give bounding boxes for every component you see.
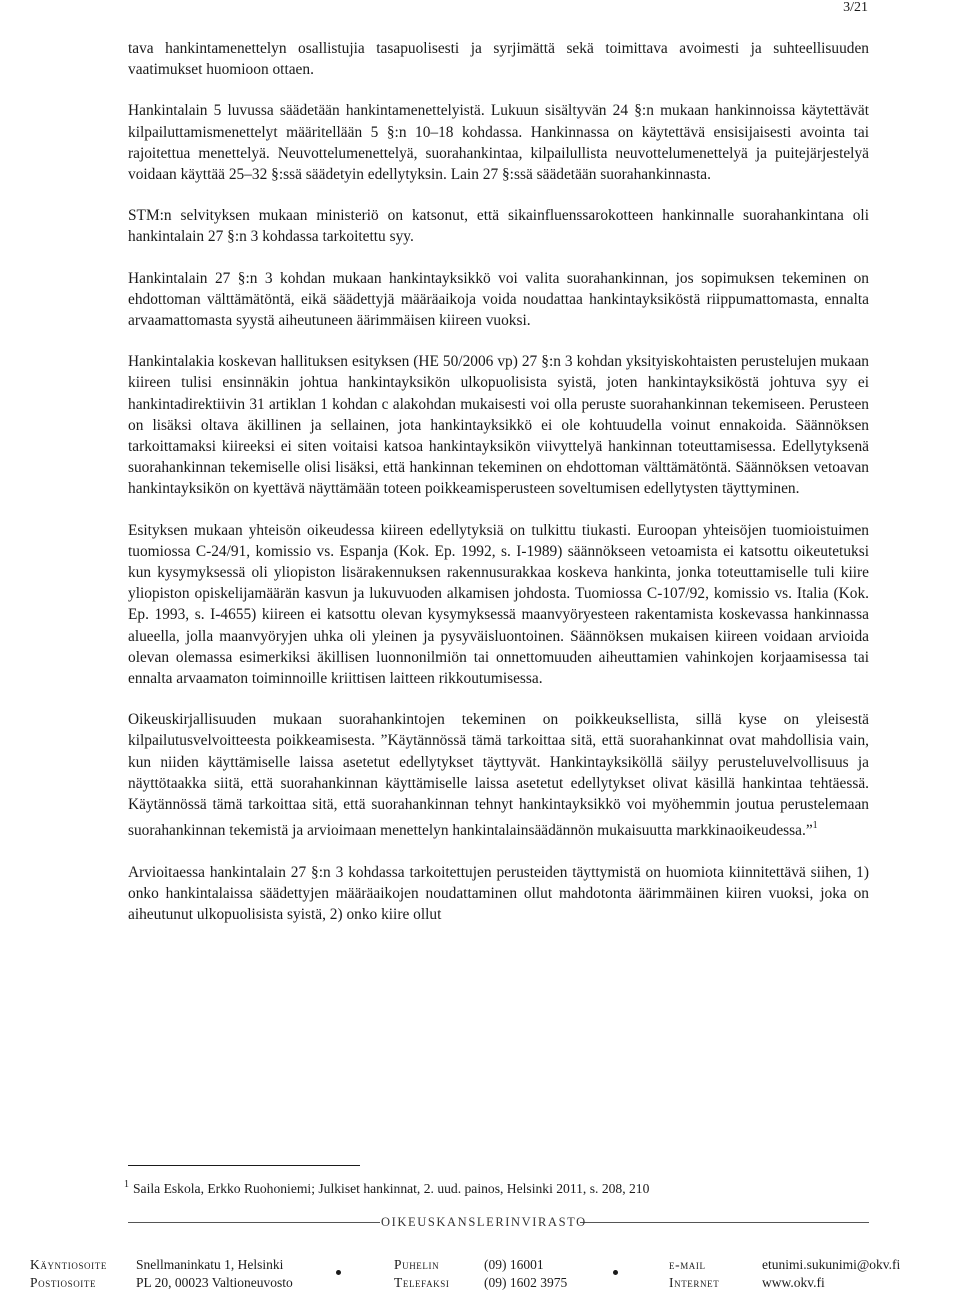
- phone-label: Puhelin: [394, 1257, 440, 1272]
- separator-dot: [613, 1270, 618, 1275]
- page-number: 3/21: [843, 0, 868, 15]
- footnote-separator: [128, 1165, 360, 1166]
- footer-rule-right: [580, 1222, 869, 1223]
- document-body: [128, 38, 869, 925]
- email-label: e-mail: [669, 1257, 706, 1272]
- footer-rule-left: [128, 1222, 380, 1223]
- paragraph-with-footnote: [128, 709, 869, 841]
- footnote-text: Saila Eskola, Erkko Ruohoniemi; Julkiset hankinnat, 2. uud. painos, Helsinki 2011, s. 208, 210: [133, 1181, 650, 1196]
- paragraph: Hankintalakia koskevan hallituksen esityksen (HE 50/2006 vp) 27 §:n 3 kohdan yksityiskohtaisten perustelujen mukaan kiireen tulisi ensinnäkin johtua hankintayksikön ulkopuolisista syistä, joten hankintayksiköstä johtuva syy ei hankintadirektiivin 31 artiklan 1 kohdan c alakohdan mukaisesti voi olla peruste suorahankinnan tekemiseen. Perusteen on lisäksi oltava äkillinen ja sellainen, jota hankintayksikkö ei ole kohtuudella voinut ennakoida. Säännöksen tarkoittamaksi kiireeksi ei siten voitaisi katsoa hankintayksikön viivyttelyä hankinnan toteuttamisessa. Edellytyksenä suorahankinnan tekemiselle olisi lisäksi, että hankinnan tekeminen on ehdottoman välttämätöntä. Säännöksen vetoavan hankintayksikön on kyettävä näyttämään toteen poikkeamisperusteen soveltumisen edellytysten täyttyminen.: [128, 353, 869, 498]
- visit-address-label: Käyntiosoite: [30, 1257, 107, 1272]
- paragraph: tava hankintamenettelyn osallistujia tasapuolisesti ja syrjimättä sekä toimittava avoimesti ja suhteellisuuden vaatimukset huomioon ottaen.: [128, 40, 869, 79]
- paragraph: STM:n selvityksen mukaan ministeriö on katsonut, että sikainfluenssarokotteen hankinnalle suorahankintana oli hankintalain 27 §:n 3 kohdassa tarkoitettu syy.: [128, 207, 869, 246]
- internet-value[interactable]: www.okv.fi: [762, 1275, 825, 1290]
- organization-name: OIKEUSKANSLERINVIRASTO: [381, 1215, 587, 1229]
- post-address-value: PL 20, 00023 Valtioneuvosto: [136, 1275, 293, 1290]
- paragraph: Arvioitaessa hankintalain 27 §:n 3 kohdassa tarkoitettujen perusteiden täyttymistä on huomiota kiinnitettävä siihen, 1) onko hankintalaissa säädettyjen määräaikojen noudattaminen ollut mahdotonta äärimmäinen kiiren vuoksi, joka on aiheutunut ulkopuolisista syistä, 2) onko kiire ollut: [128, 863, 869, 923]
- fax-value: (09) 1602 3975: [484, 1275, 568, 1290]
- footnote-number: 1: [124, 1179, 129, 1190]
- email-value[interactable]: etunimi.sukunimi@okv.fi: [762, 1257, 901, 1272]
- separator-dot: [336, 1270, 341, 1275]
- phone-value: (09) 16001: [484, 1257, 544, 1272]
- visit-address-value: Snellmaninkatu 1, Helsinki: [136, 1257, 284, 1272]
- paragraph: Esityksen mukaan yhteisön oikeudessa kiireen edellytyksiä on tulkittu tiukasti. Euroopan yhteisöjen tuomioistuimen tuomiossa C-24/91, komissio vs. Espanja (Kok. Ep. 1992, s. I-1989) säännökseen vetoamista ei katsottu oikeutetuksi kun kysymyksessä oli yliopiston lisärakennuksen rakennusurakkaa koskeva hankinta, jonka toteuttamiselle tuli kiire yliopiston opiskelijamäärän kasvun ja lukuvuoden alkamisen johdosta. Tuomiossa C-107/92, komissio vs. Italia (Kok. Ep. 1993, s. I-4655) kiireen ei katsottu olevan kysymyksessä maanvyöryesteen rakentamista koskevassa hankinnassa alueella, jolla maanvyöryjen uhka oli yleinen ja pysyväisluontoinen. Säännöksen mukaisen kiireen voidaan arvioida olevan olemassa esimerkiksi äkillisen luonnonilmiön tai onnettomuuden aiheuttamien vahinkojen korjaamisessa tai ennalta arvaamaton toiminnoille kriittisen laitteen rikkoutumisessa.: [128, 521, 869, 688]
- footnote-reference[interactable]: 1: [812, 820, 818, 832]
- footnote: [124, 1176, 884, 1197]
- post-address-label: Postiosoite: [30, 1275, 97, 1290]
- internet-label: Internet: [669, 1275, 720, 1290]
- paragraph: Hankintalain 5 luvussa säädetään hankintamenettelyistä. Lukuun sisältyvän 24 §:n mukaan hankinnoissa käytettävät kilpailuttamismenettelyt määritellään 5 §:n 10–18 kohdassa. Hankinnassa on käytettävä ensisijaisesti avointa tai rajoitettua menettelyä. Neuvottelumenettelyä, suorahankintaa, kilpailullista neuvottelumenettelyä ja puitejärjestelyä voidaan käyttää 25–32 §:ssä säädetyin edellytyksin. Lain 27 §:ssä säädetään suorahankinnasta.: [128, 102, 869, 184]
- fax-label: Telefaksi: [394, 1275, 450, 1290]
- paragraph: Hankintalain 27 §:n 3 kohdan mukaan hankintayksikkö voi valita suorahankinnan, jos sopimuksen tekeminen on ehdottoman välttämätöntä, eikä säädettyjä määräaikoja voida noudattaa hankintayksiköstä riippumattomasta, ennalta arvaamattomasta syystä aiheutuneen äärimmäisen kiireen vuoksi.: [128, 269, 869, 330]
- paragraph-text: Oikeuskirjallisuuden mukaan suorahankintojen tekeminen on poikkeuksellista, sillä kyse on yleisestä kilpailutusvelvoitteesta poikkeamisesta. ”Käytännössä tämä tarkoittaa sitä, että suorahankinnat ovat mahdollisia vain, kun niiden käyttämiselle laissa asetetut edellytykset täyttyvät. Hankintayksiköllä säilyy perusteluvelvollisuus ja näyttötaakka siitä, että suorahankinnan käyttämiselle laissa asetetut edellytykset olivat käsillä hankintaa tehtäessä. Käytännössä tämä tarkoittaa sitä, että suorahankinnan tehnyt hankintayksikkö voi myöhemmin joutua perustelemaan suorahankinnan tekemistä ja arvioimaan menettelyn hankintalainsäädännön mukaisuutta markkinaoikeudessa.”: [128, 711, 869, 840]
